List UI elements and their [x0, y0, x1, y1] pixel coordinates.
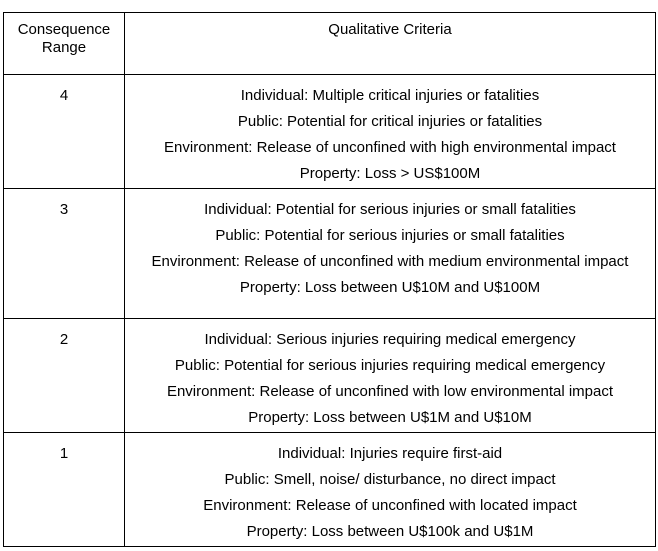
range-value: 3 — [4, 189, 125, 319]
consequence-criteria-table — [3, 12, 656, 547]
criteria-property: Property: Loss between U$100k and U$1M — [246, 523, 534, 540]
table-row — [4, 75, 656, 189]
table-row — [4, 433, 656, 547]
header-range-line2: Range — [41, 39, 87, 56]
criteria-property: Property: Loss between U$1M and U$10M — [248, 409, 532, 426]
header-consequence-range — [4, 13, 125, 75]
range-value: 1 — [4, 433, 125, 547]
criteria-public: Public: Potential for serious injuries requiring medical emergency — [174, 357, 606, 374]
table-row — [4, 319, 656, 433]
criteria-environment: Environment: Release of unconfined with high environmental impact — [164, 139, 616, 156]
table-row — [4, 189, 656, 319]
range-value: 2 — [4, 319, 125, 433]
criteria-cell — [125, 319, 656, 433]
criteria-environment: Environment: Release of unconfined with located impact — [203, 497, 577, 514]
criteria-property: Property: Loss > US$100M — [299, 165, 481, 182]
criteria-cell — [125, 189, 656, 319]
criteria-cell — [125, 433, 656, 547]
criteria-individual: Individual: Potential for serious injuries or small fatalities — [204, 201, 576, 218]
header-range-line1: Consequence — [17, 21, 111, 38]
table-header-row — [4, 13, 656, 75]
criteria-public: Public: Smell, noise/ disturbance, no direct impact — [224, 471, 556, 488]
range-value: 4 — [4, 75, 125, 189]
criteria-public: Public: Potential for critical injuries or fatalities — [237, 113, 543, 130]
criteria-individual: Individual: Injuries require first-aid — [277, 445, 503, 462]
criteria-cell — [125, 75, 656, 189]
criteria-environment: Environment: Release of unconfined with medium environmental impact — [151, 253, 629, 270]
criteria-public: Public: Potential for serious injuries or small fatalities — [215, 227, 565, 244]
criteria-individual: Individual: Multiple critical injuries or fatalities — [240, 87, 540, 104]
criteria-individual: Individual: Serious injuries requiring medical emergency — [204, 331, 576, 348]
criteria-environment: Environment: Release of unconfined with low environmental impact — [166, 383, 614, 400]
criteria-property: Property: Loss between U$10M and U$100M — [239, 279, 541, 296]
header-qualitative-criteria: Qualitative Criteria — [125, 13, 656, 75]
